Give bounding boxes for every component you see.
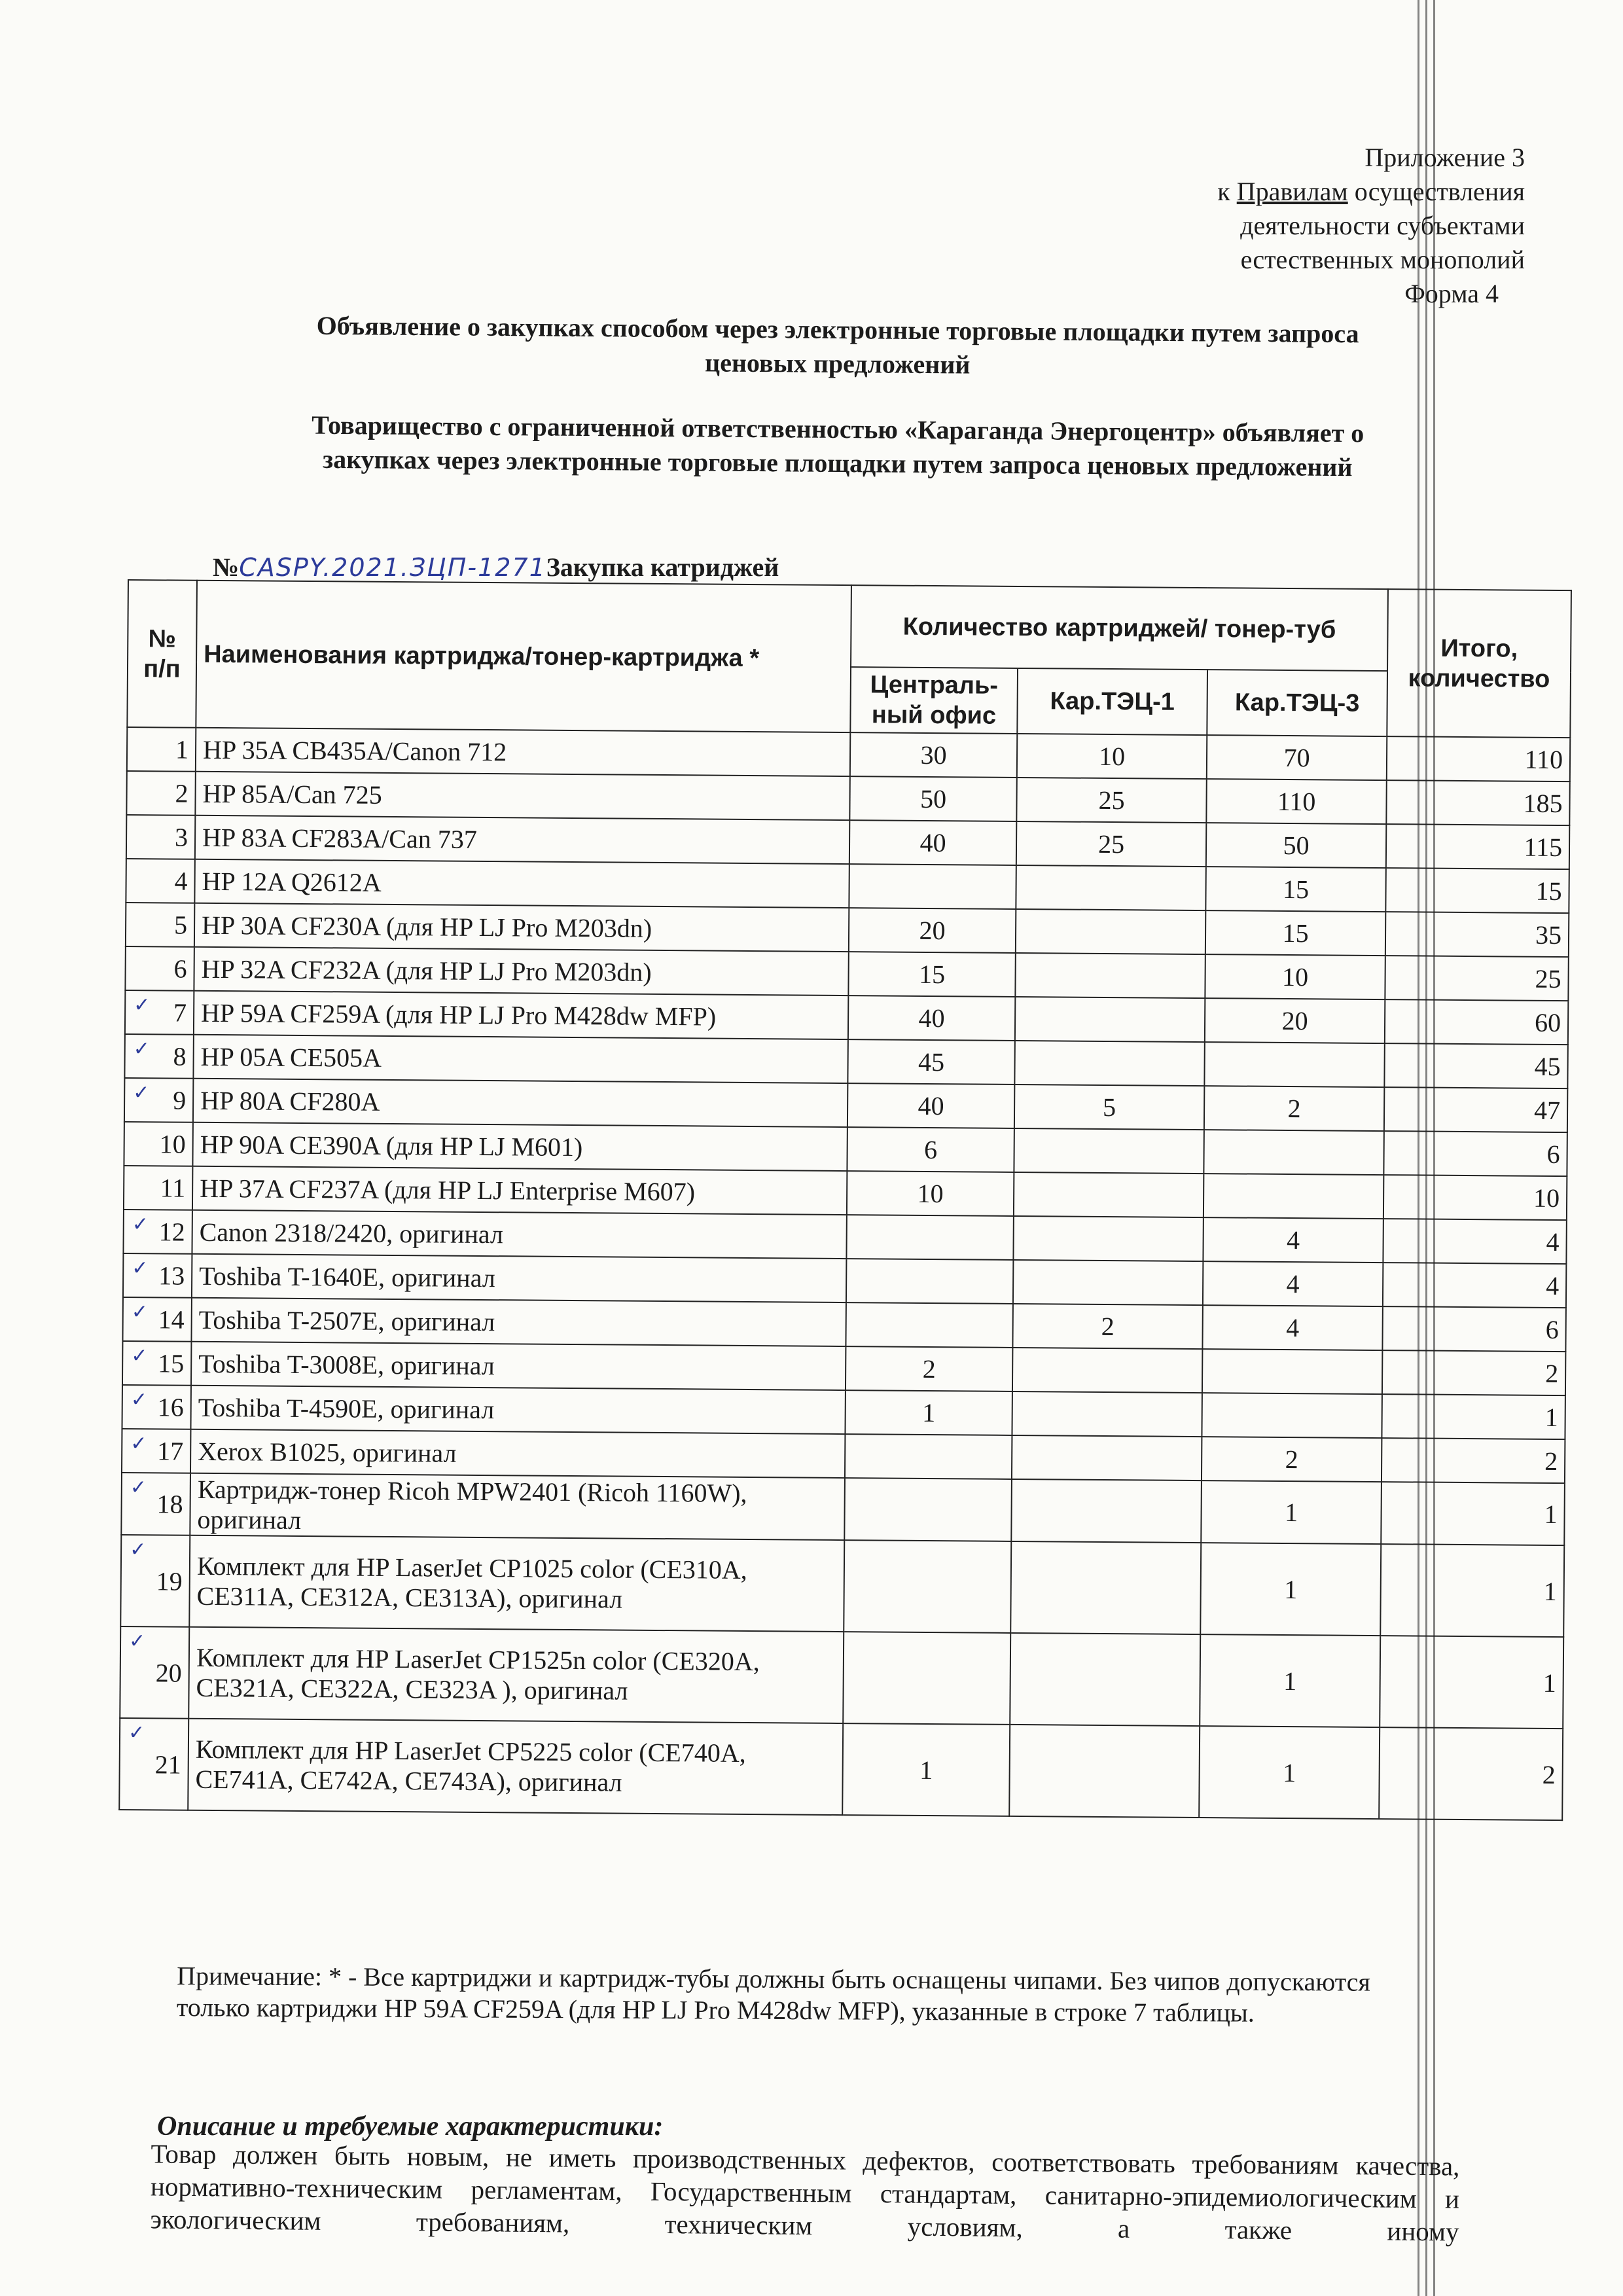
row-name (192, 1166, 847, 1215)
row-tec1-text: 25 (1098, 785, 1125, 816)
row-tec1 (1012, 1435, 1202, 1480)
row-number-text: 5 (173, 910, 188, 940)
row-tec1 (1010, 1633, 1200, 1726)
row-central-office-text: 40 (918, 1003, 945, 1033)
appendix-line: деятельности субъектами (1240, 211, 1525, 240)
row-tec3 (1203, 1261, 1383, 1306)
row-tec3 (1202, 1437, 1382, 1482)
row-number-text: 9 (173, 1085, 187, 1115)
row-number-text: 6 (173, 954, 187, 984)
row-number (122, 1341, 191, 1386)
row-central-office-text: 2 (922, 1354, 936, 1384)
row-number-text: 1 (175, 734, 189, 764)
row-tec3 (1202, 1393, 1382, 1438)
appendix-prefix: к (1217, 177, 1237, 206)
row-central-office (849, 864, 1016, 909)
row-tec1-text: 10 (1098, 741, 1126, 772)
row-total-text: 1 (1543, 1668, 1556, 1698)
row-name-text: Toshiba T-4590E, оригинал (198, 1392, 495, 1424)
row-name-text: Canon 2318/2420, оригинал (199, 1217, 504, 1249)
row-number (120, 1535, 190, 1627)
row-tec1 (1016, 821, 1206, 867)
form-number: Форма 4 (1404, 279, 1499, 308)
organizer-statement-line: Товарищество с ограниченной ответственностью «Караганда Энергоцентр» объявляет о (312, 410, 1364, 448)
header-central-office: Централь-ный офис (850, 667, 1018, 734)
row-total-text: 2 (1542, 1759, 1556, 1789)
row-central-office-text: 1 (919, 1755, 933, 1785)
row-tec3-text: 50 (1283, 830, 1310, 861)
check-mark-icon: ✓ (132, 1213, 149, 1236)
announcement-title (170, 308, 1506, 386)
row-total (1383, 1175, 1567, 1220)
cartridge-table (118, 579, 1572, 1821)
row-central-office-text: 6 (923, 1134, 938, 1165)
row-total (1385, 912, 1569, 957)
row-number-text: 8 (173, 1041, 187, 1071)
row-name (194, 947, 848, 996)
row-total-text: 15 (1535, 876, 1562, 906)
row-total-text: 6 (1545, 1314, 1559, 1345)
row-tec1 (1016, 865, 1205, 910)
row-tec3-text: 1 (1284, 1574, 1298, 1604)
row-tec1 (1009, 1725, 1200, 1818)
row-central-office (847, 1171, 1014, 1216)
row-central-office (846, 1302, 1012, 1348)
row-name-text: HP 35A CB435A/Canon 712 (202, 734, 507, 766)
row-central-office-text: 45 (918, 1047, 945, 1077)
row-number-text: 4 (174, 866, 188, 896)
row-name (193, 1079, 847, 1127)
row-name (191, 1298, 846, 1346)
row-number-text: 2 (175, 778, 188, 808)
row-central-office (850, 732, 1017, 778)
row-tec3 (1204, 1042, 1384, 1087)
row-central-office-text: 30 (920, 740, 947, 770)
row-tec1-text: 5 (1102, 1092, 1116, 1122)
organizer-statement-line: закупках через электронные торговые площадки путем запроса ценовых предложений (322, 444, 1353, 482)
row-name-text: Комплект для HP LaserJet CP1025 color (CE310A, CE311A, CE312A, CE313A), оригинал (196, 1551, 747, 1614)
row-name-text: HP 83A CF283A/Can 737 (202, 822, 477, 854)
row-total (1383, 1263, 1566, 1308)
row-number (124, 1166, 192, 1210)
row-tec1 (1013, 1216, 1203, 1261)
row-number (122, 1385, 190, 1429)
row-total-text: 2 (1545, 1358, 1559, 1389)
organizer-statement (170, 407, 1506, 486)
row-number (124, 1122, 192, 1166)
check-mark-icon: ✓ (130, 1388, 148, 1412)
row-name (190, 1429, 845, 1478)
lot-name: Закупка катриджей (546, 552, 779, 582)
row-number-text: 20 (155, 1657, 182, 1688)
row-tec3 (1206, 779, 1386, 824)
row-number-text: 16 (157, 1392, 184, 1422)
row-central-office (846, 1215, 1013, 1260)
row-name-text: HP 90A CE390A (для HP LJ M601) (200, 1129, 583, 1162)
row-total-text: 4 (1545, 1270, 1560, 1301)
row-name-text: Xerox B1025, оригинал (198, 1436, 457, 1468)
row-total (1382, 1306, 1565, 1352)
row-central-office (843, 1632, 1010, 1725)
check-mark-icon: ✓ (130, 1476, 147, 1499)
row-total-text: 1 (1544, 1499, 1558, 1530)
row-number (121, 1473, 190, 1535)
row-number-text: 12 (158, 1217, 185, 1247)
row-total-text: 25 (1535, 963, 1561, 994)
row-name (192, 1122, 847, 1171)
row-name (194, 991, 848, 1039)
row-tec3-text: 1 (1283, 1666, 1297, 1696)
row-tec1 (1012, 1391, 1202, 1437)
row-tec3-text: 4 (1286, 1313, 1300, 1343)
row-tec1 (1014, 1085, 1204, 1130)
row-name-text: HP 30A CF230A (для HP LJ Pro M203dn) (201, 910, 652, 943)
row-number (125, 946, 194, 991)
row-total-text: 47 (1533, 1095, 1561, 1126)
row-number-text: 7 (173, 997, 187, 1028)
row-name-text: HP 37A CF237A (для HP LJ Enterprise M607) (200, 1173, 696, 1206)
row-number-text: 14 (158, 1304, 185, 1335)
row-number (127, 727, 196, 772)
row-number-text: 15 (158, 1348, 185, 1378)
row-tec3 (1202, 1349, 1382, 1394)
row-total (1386, 824, 1569, 869)
row-number-text: 19 (156, 1566, 183, 1596)
row-central-office-text: 40 (918, 1090, 944, 1121)
check-mark-icon: ✓ (131, 1300, 149, 1324)
row-name (195, 772, 849, 820)
row-number (126, 859, 194, 903)
row-name-text: HP 12A Q2612A (202, 866, 382, 897)
table-row (120, 1626, 1563, 1729)
row-tec3 (1205, 910, 1385, 956)
rules-link[interactable]: Правилам (1236, 177, 1348, 206)
row-number (125, 990, 194, 1035)
table-note: Примечание: * - Все картриджи и картридж-тубы должны быть оснащены чипами. Без чипов допускаются только картриджи HP 59A CF259A (для HP LJ Pro M428dw MFP), указанные в строке 7 таблицы. (176, 1961, 1370, 2028)
row-tec1 (1012, 1304, 1202, 1349)
row-total (1384, 1043, 1567, 1088)
row-tec1-text: 25 (1097, 829, 1125, 859)
row-tec3-text: 15 (1282, 874, 1310, 905)
check-mark-icon: ✓ (133, 1081, 150, 1105)
row-total-text: 45 (1534, 1051, 1561, 1082)
row-number (120, 1626, 189, 1719)
row-total-text: 4 (1546, 1227, 1560, 1257)
row-tec3 (1203, 1217, 1383, 1263)
row-tec3-text: 20 (1281, 1005, 1308, 1036)
header-num: № п/п (127, 580, 197, 728)
row-name (188, 1627, 844, 1723)
row-tec1 (1016, 778, 1206, 823)
row-name (189, 1535, 844, 1632)
header-total: Итого, количество (1387, 589, 1571, 738)
header-name: Наименования картриджа/тонер-картриджа * (196, 581, 851, 732)
row-central-office (846, 1346, 1012, 1391)
row-total (1381, 1482, 1565, 1545)
row-total-text: 2 (1544, 1446, 1558, 1477)
row-name-text: Toshiba T-2507E, оригинал (198, 1304, 495, 1336)
row-number-text: 10 (159, 1129, 186, 1159)
handwritten-lot-number: CASPY.2021.ЗЦП-1271 (239, 553, 546, 582)
check-mark-icon: ✓ (130, 1432, 147, 1456)
row-total (1383, 1219, 1566, 1264)
row-name-text: Toshiba T-1640E, оригинал (199, 1261, 495, 1293)
row-tec3 (1200, 1634, 1380, 1727)
row-tec3-text: 4 (1286, 1269, 1300, 1299)
row-total (1385, 956, 1568, 1001)
row-central-office-text: 40 (919, 827, 946, 858)
row-total (1382, 1438, 1565, 1483)
row-central-office (847, 1039, 1014, 1085)
row-name (192, 1254, 846, 1302)
row-tec3-text: 110 (1277, 786, 1316, 817)
row-number (122, 1429, 190, 1473)
row-tec3 (1207, 735, 1387, 780)
row-tec1-text: 2 (1101, 1311, 1115, 1342)
row-number (124, 1078, 193, 1122)
row-number (119, 1718, 188, 1810)
row-total-text: 1 (1544, 1402, 1558, 1433)
check-mark-icon: ✓ (128, 1630, 146, 1653)
row-name (193, 1035, 847, 1083)
row-central-office (849, 908, 1016, 953)
row-tec3 (1201, 1480, 1382, 1544)
row-tec1 (1014, 1172, 1204, 1217)
row-number-text: 13 (158, 1261, 185, 1291)
check-mark-icon: ✓ (128, 1721, 145, 1745)
row-number (124, 1034, 193, 1079)
row-number (123, 1253, 192, 1298)
number-sign: № (213, 552, 240, 582)
appendix-suffix: осуществления (1347, 177, 1525, 206)
row-total (1383, 1131, 1567, 1176)
row-central-office (845, 1390, 1012, 1435)
row-name-text: Комплект для HP LaserJet CP1525n color (CE320A, CE321A, CE322A, CE323A ), оригинал (196, 1642, 760, 1706)
row-name (196, 728, 850, 776)
row-tec3-text: 70 (1283, 742, 1310, 773)
lot-title (213, 552, 779, 583)
appendix-line: Приложение 3 (1364, 143, 1525, 172)
description-title: Описание и требуемые характеристики: (157, 2111, 664, 2142)
row-central-office (848, 996, 1015, 1041)
row-total (1380, 1636, 1563, 1729)
row-total (1385, 999, 1568, 1045)
row-tec1 (1015, 953, 1205, 998)
row-tec3-text: 1 (1284, 1497, 1298, 1528)
row-number (126, 903, 194, 947)
row-central-office (848, 952, 1015, 997)
row-tec3 (1205, 998, 1385, 1043)
row-tec1 (1010, 1541, 1201, 1634)
row-name (191, 1342, 846, 1390)
table-row (121, 1473, 1565, 1545)
row-total-text: 185 (1523, 788, 1563, 819)
row-central-office (844, 1540, 1011, 1633)
row-total-text: 110 (1524, 744, 1563, 775)
row-name-text: Комплект для HP LaserJet CP5225 color (CE740A, CE741A, CE742A, CE743A), оригинал (195, 1734, 746, 1797)
row-tec3-text: 10 (1281, 961, 1309, 992)
table-body (119, 727, 1570, 1820)
appendix-line: естественных монополий (1240, 245, 1525, 274)
row-number (126, 815, 195, 859)
check-mark-icon: ✓ (134, 994, 151, 1017)
row-name-text: HP 32A CF232A (для HP LJ Pro M203dn) (201, 954, 652, 987)
row-central-office (847, 1127, 1014, 1172)
row-name-text: HP 85A/Can 725 (202, 778, 382, 810)
row-name-text: HP 59A CF259A (для HP LJ Pro M428dw MFP) (200, 997, 717, 1031)
row-total-text: 10 (1533, 1183, 1560, 1213)
appendix-block (1217, 141, 1525, 311)
row-tec1 (1017, 734, 1207, 779)
row-number-text: 18 (156, 1489, 183, 1519)
row-tec3-text: 1 (1283, 1757, 1296, 1787)
row-name (195, 816, 849, 864)
row-total (1382, 1350, 1565, 1395)
row-tec3 (1200, 1543, 1381, 1636)
row-tec3 (1204, 1174, 1383, 1219)
row-name (194, 859, 849, 908)
row-total (1385, 868, 1569, 913)
row-name (192, 1210, 846, 1259)
row-total (1379, 1727, 1563, 1820)
row-central-office-text: 20 (919, 915, 946, 946)
row-tec1 (1014, 1128, 1204, 1174)
row-central-office (845, 1434, 1012, 1479)
check-mark-icon: ✓ (133, 1037, 151, 1061)
row-name (188, 1719, 843, 1815)
row-central-office (846, 1259, 1013, 1304)
row-number-text: 17 (157, 1436, 184, 1466)
row-tec1 (1013, 1260, 1203, 1305)
cartridge-table-wrapper (118, 579, 1571, 1821)
announcement-title-line: ценовых предложений (704, 348, 971, 380)
row-total-text: 6 (1546, 1139, 1560, 1170)
row-number-text: 11 (160, 1173, 186, 1203)
check-mark-icon: ✓ (132, 1257, 149, 1280)
header-quantity-group: Количество картриджей/ тонер-туб (851, 585, 1388, 671)
row-number (122, 1297, 191, 1342)
row-name-text: HP 80A CF280A (200, 1085, 380, 1117)
row-tec3 (1202, 1305, 1382, 1350)
row-tec3-text: 2 (1285, 1444, 1298, 1475)
row-tec3-text: 4 (1286, 1225, 1300, 1255)
row-total (1384, 1087, 1567, 1132)
row-total-text: 35 (1535, 920, 1562, 950)
row-tec1 (1014, 1041, 1204, 1086)
row-tec3 (1205, 954, 1385, 999)
row-name-text: Toshiba T-3008E, оригинал (198, 1348, 495, 1380)
row-total (1387, 736, 1570, 781)
row-tec1 (1015, 997, 1205, 1042)
row-total-text: 115 (1524, 832, 1563, 863)
row-name (190, 1473, 845, 1540)
row-number (123, 1210, 192, 1254)
row-central-office (849, 820, 1016, 865)
table-row (120, 1535, 1564, 1637)
header-tec1: Кар.ТЭЦ-1 (1017, 668, 1207, 735)
row-central-office (842, 1723, 1010, 1816)
row-total (1382, 1394, 1565, 1439)
row-number-text: 21 (154, 1749, 181, 1780)
table-row (119, 1718, 1563, 1820)
announcement-title-line: Объявление о закупках способом через электронные торговые площадки путем запроса (316, 310, 1359, 349)
row-total-text: 1 (1543, 1576, 1557, 1606)
row-name-text: Картридж-тонер Ricoh MPW2401 (Ricoh 1160W), оригинал (197, 1474, 747, 1535)
row-central-office-text: 1 (922, 1397, 936, 1428)
check-mark-icon: ✓ (130, 1538, 147, 1562)
row-tec3-text: 15 (1282, 918, 1309, 948)
row-tec1 (1012, 1348, 1202, 1393)
row-tec1 (1011, 1479, 1202, 1543)
row-central-office (849, 776, 1016, 821)
row-tec3-text: 2 (1287, 1094, 1301, 1124)
check-mark-icon: ✓ (131, 1344, 148, 1368)
row-total (1386, 780, 1569, 825)
row-tec3 (1204, 1086, 1384, 1131)
row-number (126, 771, 195, 816)
row-name-text: HP 05A CE505A (200, 1041, 382, 1073)
row-total (1380, 1544, 1564, 1637)
row-central-office (844, 1478, 1012, 1541)
row-central-office-text: 15 (918, 959, 946, 990)
description-text: Товар должен быть новым, не иметь производственных дефектов, соответствовать требованиям качества, нормативно-техническим регламентам, Государственным стандартам, санитарно-эпидемиологическим и экологическим требованиям, техническим условиям, а также иному (150, 2138, 1460, 2247)
row-tec3 (1199, 1726, 1380, 1819)
row-tec3 (1206, 823, 1386, 868)
row-central-office-text: 10 (917, 1178, 944, 1209)
row-tec3 (1204, 1130, 1383, 1175)
row-central-office-text: 50 (919, 783, 947, 814)
row-total-text: 60 (1534, 1007, 1561, 1038)
header-tec3: Кар.ТЭЦ-3 (1207, 670, 1387, 736)
row-name (190, 1386, 845, 1434)
appendix-line (1217, 175, 1525, 209)
row-central-office (847, 1083, 1014, 1128)
row-tec1 (1016, 909, 1205, 954)
row-name (194, 903, 849, 952)
row-tec3 (1205, 867, 1385, 912)
row-number-text: 3 (174, 822, 188, 852)
